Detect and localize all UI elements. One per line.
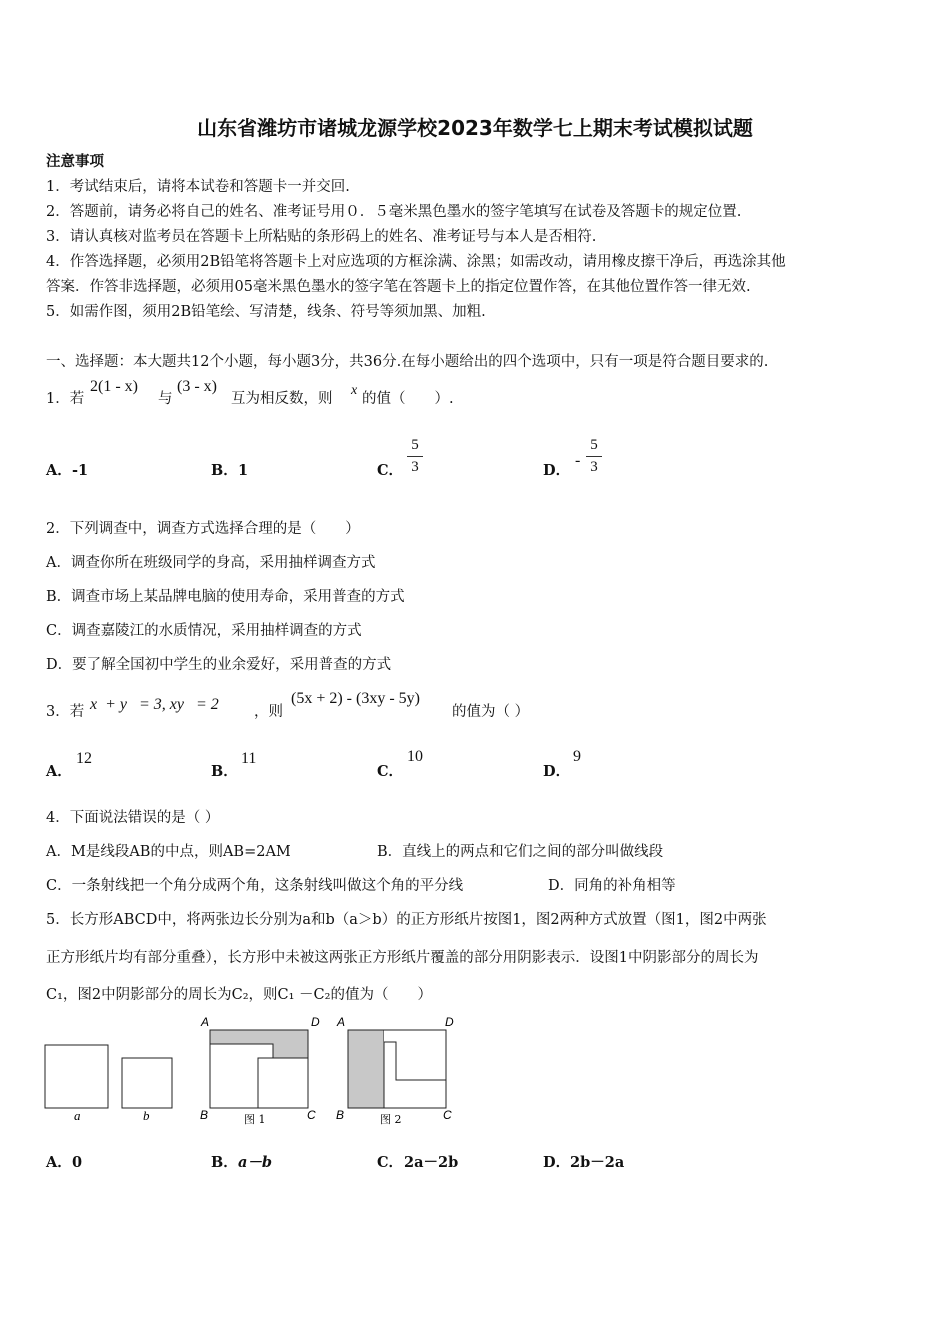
q3-option-c-label: C．: [377, 763, 404, 780]
q5-line: 正方形纸片均有部分重叠），长方形中未被这两张正方形纸片覆盖的部分用阴影表示．设图1中阴影部分的周长为: [46, 950, 759, 966]
q3-option-a-value: 12: [76, 750, 92, 767]
q4-option: A．M是线段AB的中点，则AB=2AM: [46, 844, 291, 860]
fig2-caption: 图 2: [380, 1113, 402, 1126]
q3-option-b-label: B．: [211, 763, 238, 780]
page-title: 山东省潍坊市诸城龙源学校2023年数学七上期末考试模拟试题: [197, 116, 753, 140]
denominator: 3: [590, 459, 598, 475]
fig1-square-b: [258, 1058, 308, 1108]
q5-option-d-value: 2b－2a: [570, 1154, 625, 1171]
q3-option-b-value: 11: [241, 750, 257, 767]
q1-prefix: 1．若: [46, 391, 85, 407]
q3-option-d-label: D．: [543, 763, 571, 780]
q4-option: C．一条射线把一个角分成两个角，这条射线叫做这个角的平分线: [46, 878, 464, 894]
q1-option-b-value: 1: [238, 462, 249, 479]
fig2-square-b: [384, 1030, 446, 1080]
denominator: 3: [411, 459, 419, 475]
fig1-caption: 图 1: [244, 1113, 266, 1126]
note-item: 1．考试结束后，请将本试卷和答题卡一并交回.: [46, 179, 350, 195]
q1-option-d-fraction: [586, 437, 602, 476]
section-heading: 一、选择题：本大题共12个小题，每小题3分，共36分.在每小题给出的四个选项中，只有一项是符合题目要求的.: [46, 354, 769, 370]
q1-mid: 与: [158, 391, 173, 407]
q2-option: B．调查市场上某品牌电脑的使用寿命，采用普查的方式: [46, 589, 405, 605]
q2-option: C．调查嘉陵江的水质情况，采用抽样调查的方式: [46, 623, 362, 639]
q1-expr2: (3 - x): [177, 378, 217, 395]
q5-option-c-label: C．: [377, 1154, 404, 1171]
q5-option-c-value: 2a－2b: [404, 1154, 459, 1171]
q1-option-b-label: B．: [211, 462, 238, 479]
q3-mid: ，则: [254, 704, 283, 720]
q1-option-c-label: C．: [377, 462, 404, 479]
q1-option-a-label: A．: [46, 462, 72, 479]
note-item: 4．作答选择题，必须用2B铅笔将答题卡上对应选项的方框涂满、涂黑；如需改动，请用橡皮擦干净后，再选涂其他: [46, 254, 786, 270]
numerator: 5: [411, 437, 419, 453]
q4-stem: 4．下面说法错误的是（ ）: [46, 810, 220, 826]
fig2-A: A: [337, 1015, 346, 1029]
fig1-C: C: [307, 1108, 316, 1122]
q3-prefix: 3．若: [46, 704, 85, 720]
q4-option: B．直线上的两点和它们之间的部分叫做线段: [377, 844, 664, 860]
q3-option-a-label: A．: [46, 763, 72, 780]
note-item: 答案．作答非选择题，必须用05毫米黑色墨水的签字笔在答题卡上的指定位置作答，在其他位置作答一律无效.: [46, 279, 751, 295]
q5-line: C₁，图2中阴影部分的周长为C₂，则C₁ －C₂的值为（ ）: [46, 987, 432, 1003]
note-item: 2．答题前，请务必将自己的姓名、准考证号用０．５毫米黑色墨水的签字笔填写在试卷及答题卡的规定位置.: [46, 204, 742, 220]
q5-option-a-label: A．: [46, 1154, 72, 1171]
q1-option-c-fraction: [407, 437, 423, 476]
q5-figure: [40, 1012, 470, 1132]
square-b: [122, 1058, 172, 1108]
q1-option-d-label: D．: [543, 462, 571, 479]
q5-option-d-label: D．: [543, 1154, 571, 1171]
q2-option: A．调查你所在班级同学的身高，采用抽样调查方式: [46, 555, 376, 571]
q3-option-d-value: 9: [573, 748, 581, 765]
q2-stem: 2．下列调查中，调查方式选择合理的是（ ）: [46, 521, 360, 537]
fig2-B: B: [336, 1108, 345, 1122]
q3-suffix: 的值为（ ）: [452, 704, 530, 720]
q1-suffix1: 互为相反数，则: [231, 391, 333, 407]
q5-option-b-value: a－b: [238, 1154, 273, 1171]
fig1-A: A: [201, 1015, 210, 1029]
q1-suffix2: 的值（ ）.: [362, 391, 454, 407]
fig2-C: C: [443, 1108, 452, 1122]
note-item: 5．如需作图，须用2B铅笔绘、写清楚，线条、符号等须加黑、加粗.: [46, 304, 486, 320]
q1-option-d-sign: -: [575, 452, 581, 469]
fig2-D: D: [445, 1015, 454, 1029]
q5-option-b-label: B．: [211, 1154, 238, 1171]
note-item: 3．请认真核对监考员在答题卡上所粘贴的条形码上的姓名、准考证号与本人是否相符.: [46, 229, 597, 245]
label-b: b: [143, 1108, 150, 1123]
q4-option: D．同角的补角相等: [548, 878, 676, 894]
fig2-shade: [348, 1030, 384, 1108]
q1-option-a-value: -1: [72, 462, 89, 479]
fig1-D: D: [311, 1015, 320, 1029]
q3-condition: x + y = 3, xy = 2: [90, 696, 219, 713]
numerator: 5: [590, 437, 598, 453]
notes-heading: 注意事项: [46, 153, 104, 170]
fig1-B: B: [200, 1108, 209, 1122]
q5-option-a-value: 0: [72, 1154, 83, 1171]
q1-expr1: 2(1 - x): [90, 378, 138, 395]
q3-expression: (5x + 2) - (3xy - 5y): [291, 690, 420, 707]
q2-option: D．要了解全国初中学生的业余爱好，采用普查的方式: [46, 657, 392, 673]
q1-var: x: [351, 383, 358, 398]
square-a: [45, 1045, 108, 1108]
label-a: a: [74, 1108, 81, 1123]
q3-option-c-value: 10: [407, 748, 423, 765]
q5-line: 5．长方形ABCD中，将两张边长分别为a和b（a＞b）的正方形纸片按图1，图2两种方式放置（图1，图2中两张: [46, 912, 767, 928]
